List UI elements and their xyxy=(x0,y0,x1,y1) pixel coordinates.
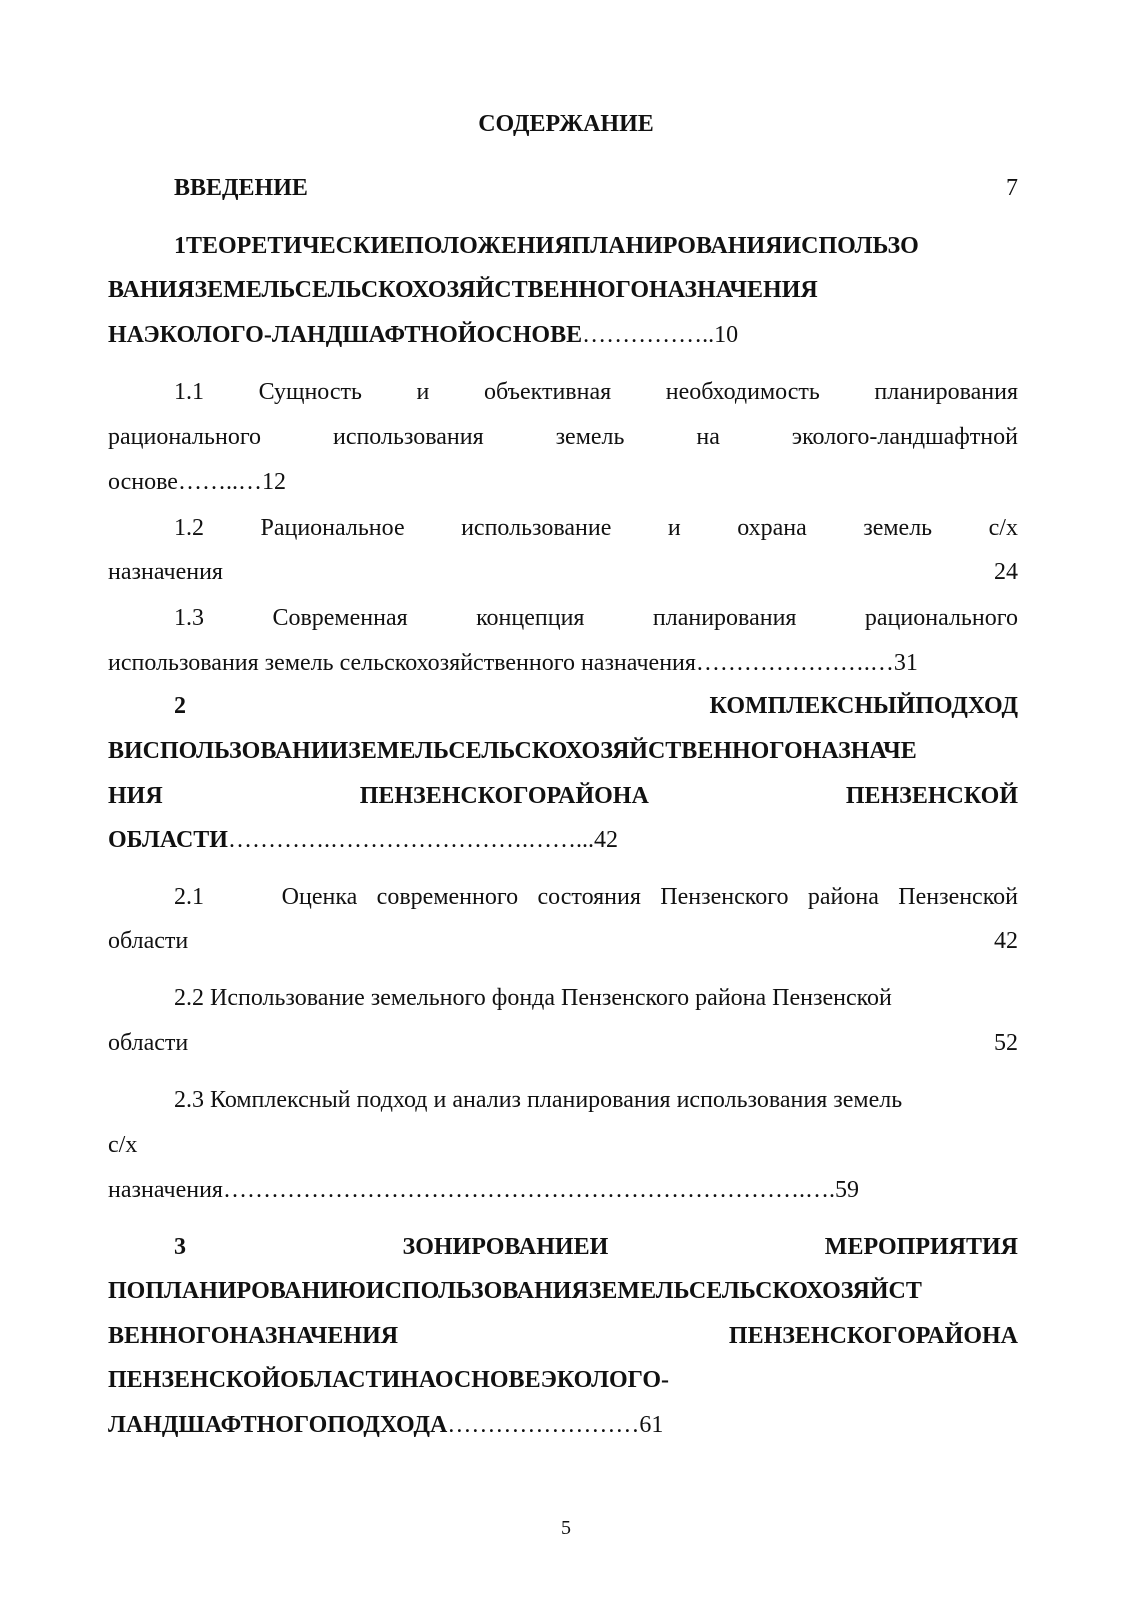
toc-entry-2-1[interactable] xyxy=(174,879,1018,915)
page-number: 5 xyxy=(561,1517,571,1539)
toc-entry-chapter-2-cont xyxy=(108,733,1018,769)
entry-label-line: с/х xyxy=(108,1132,138,1158)
toc-entry-chapter-1-cont xyxy=(108,272,1018,308)
word: Современная xyxy=(272,605,408,631)
entry-label-line: НАЭКОЛОГО-ЛАНДШАФТНОЙОСНОВЕ xyxy=(108,322,583,348)
entry-label-line: области xyxy=(108,1030,189,1056)
word: охрана xyxy=(737,515,807,541)
word: земель xyxy=(863,515,933,541)
word: эколого-ландшафтной xyxy=(791,424,1018,450)
word: с/х xyxy=(988,515,1018,541)
word: рационального xyxy=(864,605,1018,631)
word: ВЕННОГОНАЗНАЧЕНИЯ xyxy=(108,1323,399,1349)
word: 2 xyxy=(174,693,186,719)
entry-label-line: ВИСПОЛЬЗОВАНИИЗЕМЕЛЬСЕЛЬСКОХОЗЯЙСТВЕННОГОНАЗНАЧЕ xyxy=(108,738,917,764)
word: использование xyxy=(461,515,612,541)
word: на xyxy=(696,424,720,450)
word: КОМПЛЕКСНЫЙПОДХОД xyxy=(709,693,1018,719)
toc-entry-introduction[interactable] xyxy=(174,170,1018,206)
toc-entry-chapter-2-cont2 xyxy=(108,778,1018,814)
entry-leader: ………………….… xyxy=(695,650,894,676)
word: рационального xyxy=(108,424,262,450)
word: объективная xyxy=(483,379,612,405)
word: ЗОНИРОВАНИЕИ xyxy=(402,1234,609,1260)
entry-label-line: 2.1 Оценка современного состояния Пензенского района Пензенской xyxy=(174,884,1018,910)
toc-title: СОДЕРЖАНИЕ xyxy=(478,111,654,137)
toc-entry-chapter-3-cont3 xyxy=(108,1362,1018,1398)
entry-label-line: ЛАНДШАФТНОГОПОДХОДА xyxy=(108,1412,448,1438)
entry-page: 31 xyxy=(893,650,918,676)
word: и xyxy=(667,515,681,541)
word: НИЯ xyxy=(108,783,163,809)
word: 1.3 xyxy=(174,605,204,631)
toc-entry-1-1[interactable] xyxy=(174,374,1018,410)
word: использования xyxy=(332,424,484,450)
toc-entry-chapter-1[interactable] xyxy=(174,228,1018,264)
toc-entry-1-1-end xyxy=(108,464,1018,500)
toc-entry-chapter-3[interactable] xyxy=(174,1229,1018,1265)
word: Сущность xyxy=(258,379,362,405)
entry-page: 7 xyxy=(1006,175,1018,201)
word: МЕРОПРИЯТИЯ xyxy=(824,1234,1018,1260)
entry-page: 61 xyxy=(639,1412,664,1438)
entry-leader: ………….…………………….……... xyxy=(227,827,594,853)
toc-entry-1-2-end xyxy=(108,554,1018,590)
entry-leader: ……………………………………………………………….…. xyxy=(222,1177,835,1203)
entry-leader: …………………… xyxy=(447,1412,640,1438)
entry-page: 42 xyxy=(593,827,618,853)
word: 1.2 xyxy=(174,515,204,541)
toc-entry-1-1-cont xyxy=(108,419,1018,455)
word: земель xyxy=(555,424,625,450)
word: ПЕНЗЕНСКОГОРАЙОНА xyxy=(728,1323,1018,1349)
toc-entry-2-2[interactable] xyxy=(174,980,1018,1016)
entry-leader: ……..… xyxy=(177,469,262,495)
toc-entry-chapter-3-cont2 xyxy=(108,1318,1018,1354)
toc-entry-1-2[interactable] xyxy=(174,510,1018,546)
toc-entry-chapter-2[interactable] xyxy=(174,688,1018,724)
word: концепция xyxy=(476,605,585,631)
word: Рациональное xyxy=(260,515,405,541)
entry-page: 10 xyxy=(714,322,739,348)
toc-entry-1-3[interactable] xyxy=(174,600,1018,636)
word: планирования xyxy=(652,605,797,631)
word: необходимость xyxy=(665,379,820,405)
entry-label-line: назначения xyxy=(108,1177,223,1203)
toc-entry-2-3-end xyxy=(108,1172,1018,1208)
entry-label-line: ВАНИЯЗЕМЕЛЬСЕЛЬСКОХОЗЯЙСТВЕННОГОНАЗНАЧЕНИЯ xyxy=(108,277,818,303)
toc-entry-chapter-2-end xyxy=(108,822,1018,858)
entry-label-line: 2.3 Комплексный подход и анализ планирования использования земель xyxy=(174,1087,903,1113)
toc-entry-chapter-3-end xyxy=(108,1407,1018,1443)
entry-label-line: ОБЛАСТИ xyxy=(108,827,228,853)
toc-entry-2-3[interactable] xyxy=(174,1082,1018,1118)
word: и xyxy=(416,379,430,405)
entry-label-line: 1ТЕОРЕТИЧЕСКИЕПОЛОЖЕНИЯПЛАНИРОВАНИЯИСПОЛЬЗО xyxy=(174,233,919,259)
toc-entry-chapter-1-end xyxy=(108,317,1018,353)
toc-entry-2-3-cont xyxy=(108,1127,1018,1163)
entry-label-line: назначения xyxy=(108,559,223,585)
entry-label-line: основе xyxy=(108,469,178,495)
entry-page: 24 xyxy=(994,559,1018,585)
entry-label-line: области xyxy=(108,928,189,954)
entry-label: ВВЕДЕНИЕ xyxy=(174,175,308,201)
entry-label-line: использования земель сельскохозяйственного назначения xyxy=(108,650,696,676)
entry-label-line: ПЕНЗЕНСКОЙОБЛАСТИНАОСНОВЕЭКОЛОГО- xyxy=(108,1367,670,1393)
entry-page: 42 xyxy=(994,928,1018,954)
entry-page: 59 xyxy=(834,1177,859,1203)
entry-page: 12 xyxy=(261,469,286,495)
word: планирования xyxy=(874,379,1018,405)
word: ПЕНЗЕНСКОЙ xyxy=(845,783,1018,809)
word: 3 xyxy=(174,1234,186,1260)
toc-entry-chapter-3-cont xyxy=(108,1273,1018,1309)
entry-label-line: ПОПЛАНИРОВАНИЮИСПОЛЬЗОВАНИЯЗЕМЕЛЬСЕЛЬСКОХОЗЯЙСТ xyxy=(108,1278,922,1304)
entry-page: 52 xyxy=(994,1030,1018,1056)
entry-leader: …………….. xyxy=(582,322,715,348)
toc-entry-2-2-end xyxy=(108,1025,1018,1061)
word: 1.1 xyxy=(174,379,204,405)
toc-entry-1-3-end xyxy=(108,645,1018,681)
toc-entry-2-1-end xyxy=(108,923,1018,959)
word: ПЕНЗЕНСКОГОРАЙОНА xyxy=(359,783,649,809)
entry-label-line: 2.2 Использование земельного фонда Пензенского района Пензенской xyxy=(174,985,892,1011)
